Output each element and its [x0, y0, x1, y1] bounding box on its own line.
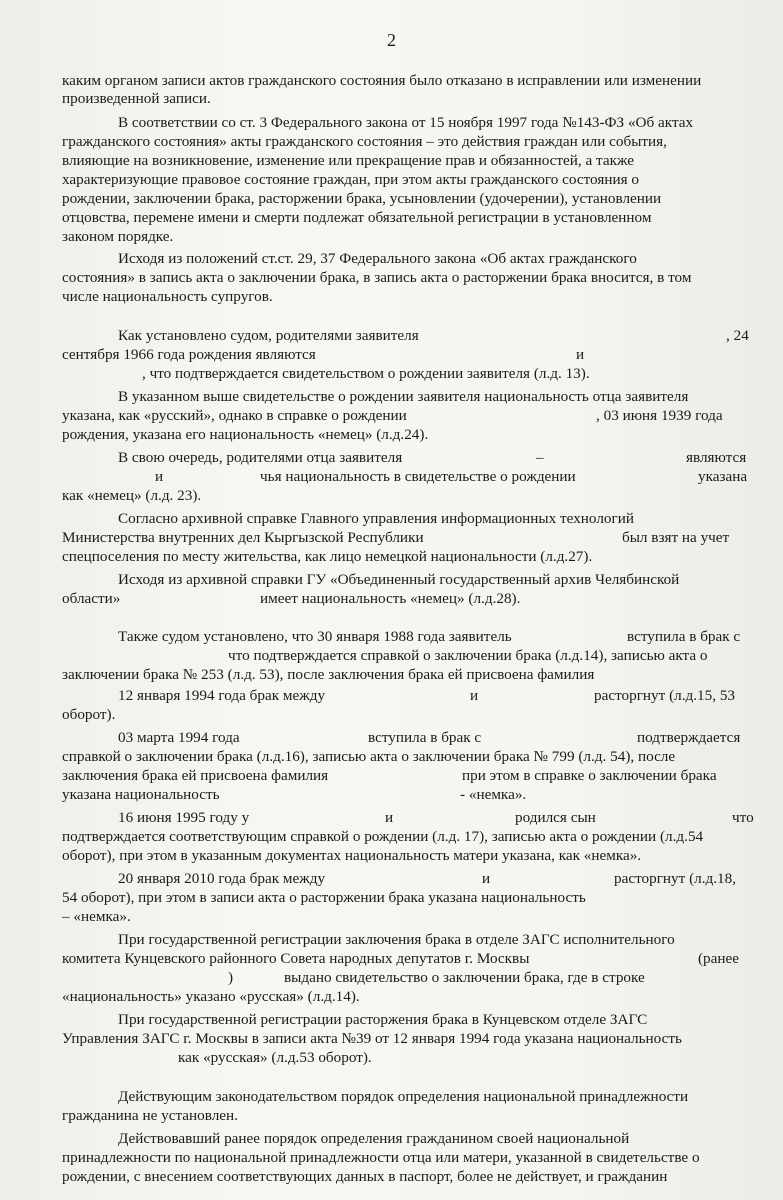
- text-line: был взят на учет: [622, 529, 730, 546]
- text-line: вступила в брак с: [368, 729, 482, 746]
- text-line: сентября 1966 года рождения являются: [62, 346, 316, 363]
- text-line: 16 июня 1995 году у: [118, 809, 250, 826]
- text-line: расторгнут (л.д.18,: [614, 870, 737, 887]
- text-line: В указанном выше свидетельстве о рождении заявителя национальность отца заявителя: [118, 388, 689, 405]
- text-line: и: [576, 346, 585, 363]
- text-line: Действовавший ранее порядок определения гражданином своей национальной: [118, 1130, 630, 1147]
- text-line: характеризующие правовое состояние граждан, при этом акты гражданского состояния о: [62, 171, 639, 188]
- text-line: указана, как «русский», однако в справке о рождении: [62, 407, 407, 424]
- text-line: что подтверждается справкой о заключении брака (л.д.14), записью акта о: [228, 647, 708, 664]
- text-line: Действующим законодательством порядок определения национальной принадлежности: [118, 1088, 689, 1105]
- text-line: –: [536, 449, 544, 466]
- text-line: 03 марта 1994 года: [118, 729, 240, 746]
- page-number: 2: [387, 30, 396, 50]
- text-line: принадлежности по национальной принадлежности отца или матери, указанной в свидетельстве о: [62, 1149, 700, 1166]
- text-line: заключении брака № 253 (л.д. 53), после заключения брака ей присвоена фамилия: [62, 666, 595, 683]
- text-line: произведенной записи.: [62, 90, 211, 107]
- text-line: ): [228, 969, 234, 986]
- text-line: Исходя из положений ст.ст. 29, 37 Федерального закона «Об актах гражданского: [118, 250, 637, 267]
- text-line: родился сын: [515, 809, 596, 826]
- text-line: имеет национальность «немец» (л.д.28).: [260, 590, 521, 607]
- text-line: указана национальность: [62, 786, 220, 803]
- text-line: гражданина не установлен.: [62, 1107, 238, 1124]
- text-line: Управления ЗАГС г. Москвы в записи акта №39 от 12 января 1994 года указана национальность: [62, 1030, 682, 1047]
- text-line: являются: [686, 449, 747, 466]
- text-line: В соответствии со ст. 3 Федерального закона от 15 ноября 1997 года №143-ФЗ «Об актах: [118, 114, 694, 131]
- text-line: чья национальность в свидетельстве о рождении: [260, 468, 576, 485]
- text-line: «национальность» указано «русская» (л.д.14).: [62, 988, 360, 1005]
- text-line: как «русская» (л.д.53 оборот).: [178, 1049, 372, 1066]
- text-line: подтверждается соответствующим справкой о рождении (л.д. 17), записью акта о рождении (л.д.54: [62, 828, 704, 845]
- text-line: отцовства, перемене имени и смерти подлежат обязательной регистрации в установленном: [62, 209, 652, 226]
- text-line: Министерства внутренних дел Кыргызской Республики: [62, 529, 424, 546]
- text-line: , 03 июня 1939 года: [596, 407, 723, 424]
- text-line: и: [482, 870, 491, 887]
- text-line: вступила в брак с: [627, 628, 741, 645]
- text-line: влияющие на возникновение, изменение или прекращение прав и обязанностей, а также: [62, 152, 635, 169]
- text-line: - «немка».: [460, 786, 527, 803]
- text-line: – «немка».: [62, 908, 131, 925]
- text-line: При государственной регистрации заключения брака в отделе ЗАГС исполнительного: [118, 931, 675, 948]
- text-line: 20 января 2010 года брак между: [118, 870, 326, 887]
- text-line: 54 оборот), при этом в записи акта о расторжении брака указана национальность: [62, 889, 586, 906]
- text-line: при этом в справке о заключении брака: [462, 767, 717, 784]
- text-line: оборот).: [62, 706, 116, 723]
- text-line: В свою очередь, родителями отца заявителя: [118, 449, 403, 466]
- text-line: законом порядке.: [62, 228, 174, 245]
- text-line: и: [470, 687, 479, 704]
- text-fragment: каким органом записи актов гражданского состояния было отказано в исправлении или изменении: [62, 72, 702, 89]
- text-line: спецпоселения по месту жительства, как лицо немецкой национальности (л.д.27).: [62, 548, 593, 565]
- text-line: , что подтверждается свидетельством о рождении заявителя (л.д. 13).: [142, 365, 590, 382]
- text-line: состояния» в запись акта о заключении брака, в запись акта о расторжении брака вносится, в том: [62, 269, 692, 286]
- text-line: подтверждается: [637, 729, 741, 746]
- text-line: Исходя из архивной справки ГУ «Объединенный государственный архив Челябинской: [118, 571, 680, 588]
- text-line: выдано свидетельство о заключении брака, где в строке: [284, 969, 645, 986]
- text-line: что: [732, 809, 754, 826]
- text-line: , 24: [726, 327, 749, 344]
- text-line: справкой о заключении брака (л.д.16), записью акта о заключении брака № 799 (л.д. 54), после: [62, 748, 676, 765]
- text-line: указана: [698, 468, 748, 485]
- text-line: гражданского состояния» акты гражданского состояния – это действия граждан или события,: [62, 133, 667, 150]
- text-line: Согласно архивной справке Главного управления информационных технологий: [118, 510, 634, 527]
- text-line: и: [155, 468, 164, 485]
- text-line: 12 января 1994 года брак между: [118, 687, 326, 704]
- text-line: [62, 72, 746, 90]
- text-line: заключения брака ей присвоена фамилия: [62, 767, 329, 784]
- text-line: расторгнут (л.д.15, 53: [594, 687, 736, 704]
- text-line: (ранее: [698, 950, 740, 967]
- text-line: области»: [62, 590, 121, 607]
- text-line: комитета Кунцевского районного Совета народных депутатов г. Москвы: [62, 950, 530, 967]
- text-line: оборот), при этом в указанным документах национальность матери указана, как «немка».: [62, 847, 642, 864]
- text-line: числе национальность супругов.: [62, 288, 273, 305]
- text-line: Также судом установлено, что 30 января 1988 года заявитель: [118, 628, 512, 645]
- text-line: рождении, с внесением соответствующих данных в паспорт, более не действует, и гражданин: [62, 1168, 668, 1185]
- text-line: Как установлено судом, родителями заявителя: [118, 327, 419, 344]
- text-line: как «немец» (л.д. 23).: [62, 487, 202, 504]
- text-line: и: [385, 809, 394, 826]
- text-line: рождения, указана его национальность «немец» (л.д.24).: [62, 426, 429, 443]
- text-line: При государственной регистрации расторжения брака в Кунцевском отделе ЗАГС: [118, 1011, 648, 1028]
- text-line: рождении, заключении брака, расторжении брака, усыновлении (удочерении), установлении: [62, 190, 662, 207]
